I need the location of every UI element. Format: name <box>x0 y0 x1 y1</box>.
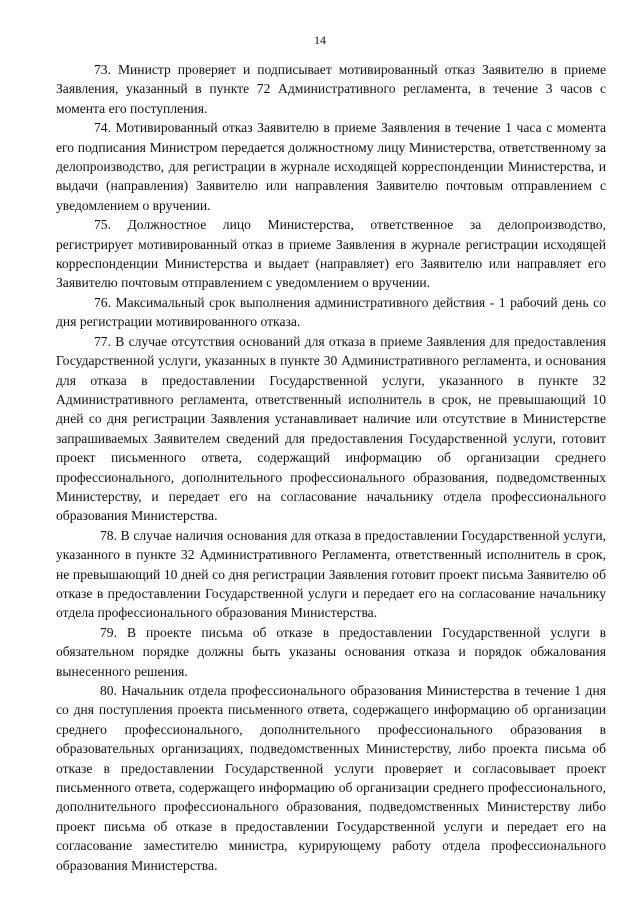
paragraph-77: 77. В случае отсутствия оснований для отказа в приеме Заявления для предоставления Государственной услуги, указанных в пункте 30 Административного регламента, и основания для отказа в предоставлении Государственной услуги, указанного в пункте 32 Административного регламента, ответственный исполнитель в срок, не превышающий 10 дней со дня регистрации Заявления устанавливает наличие или отсутствие в Министерстве запрашиваемых Заявителем сведений для предоставления Государственной услуги, готовит проект письменного ответа, содержащий информацию об организации среднего профессионального, дополнительного профессионального образования, подведомственных Министерству, и передает его на согласование начальнику отдела профессионального образования Министерства. <box>56 333 606 524</box>
paragraph-75: 75. Должностное лицо Министерства, ответственное за делопроизводство, регистрирует мотивированный отказ в приеме Заявления в журнале регистрации исходящей корреспонденции Министерства и выдает (направляет) его Заявителю или направляет его Заявителю почтовым отправлением с уведомлением о вручении. <box>56 217 606 291</box>
paragraph-80: 80. Начальник отдела профессионального образования Министерства в течение 1 дня со дня поступления проекта письменного ответа, содержащего информацию об организации среднего профессионального, дополнительного профессионального образования в образовательных организациях, подведомственных Министерству, либо проекта письма об отказе в предоставлении Государственной услуги проверяет и согласовывает проект письменного ответа, содержащего информацию об организации среднего профессионального, дополнительного профессионального образования, подведомственных Министерству либо проект письма об отказе в предоставлении Государственной услуги и передает его на согласование заместителю министра, курирующему работу отдела профессионального образования Министерства. <box>56 683 606 873</box>
paragraph-78: 78. В случае наличия основания для отказа в предоставлении Государственной услуги, указанного в пункте 32 Административного Регламента, ответственный исполнитель в срок, не превышающий 10 дней со дня регистрации Заявления готовит проект письма Заявителю об отказе в предоставлении Государственной услуги и передает его на согласование начальнику отдела профессионального образования Министерства. <box>56 527 606 621</box>
page-number: 14 <box>314 33 326 47</box>
paragraph-74: 74. Мотивированный отказ Заявителю в приеме Заявления в течение 1 часа с момента его подписания Министром передается должностному лицу Министерства, ответственному за делопроизводство, для регистрации в журнале исходящей корреспонденции Министерства, и выдачи (направления) Заявителю или направления Заявителю почтовым отправлением с уведомлением о вручении. <box>56 120 606 213</box>
document-body <box>56 60 606 875</box>
paragraph-76: 76. Максимальный срок выполнения административного действия - 1 рабочий день со дня регистрации мотивированного отказа. <box>56 294 606 330</box>
paragraph-73: 73. Министр проверяет и подписывает мотивированный отказ Заявителю в приеме Заявления, указанный в пункте 72 Административного регламента, в течение 3 часов с момента его поступления. <box>56 62 606 116</box>
paragraph-79: 79. В проекте письма об отказе в предоставлении Государственной услуги в обязательном порядке должны быть указаны основания отказа и порядок обжалования вынесенного решения. <box>56 624 606 679</box>
